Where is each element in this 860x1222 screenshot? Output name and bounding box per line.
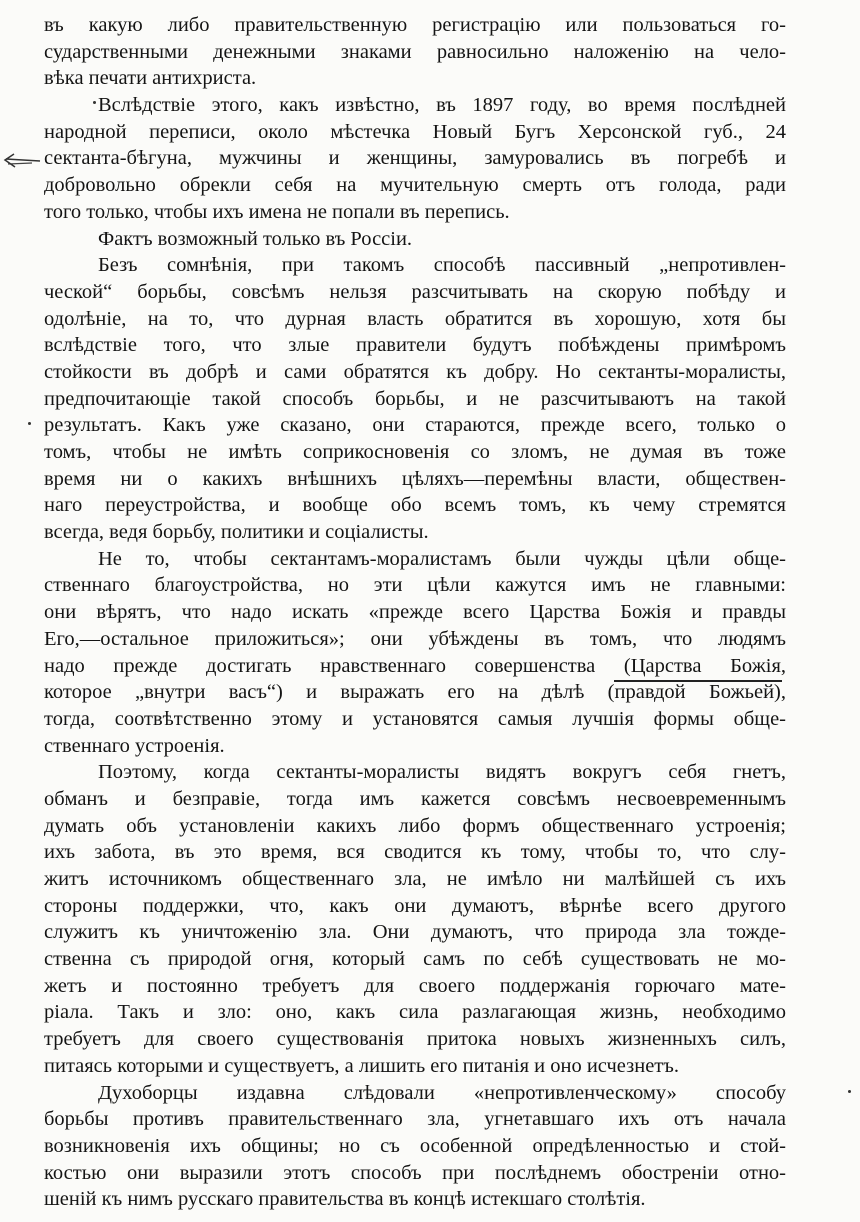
text-line: томъ, чтобы не имѣть соприкосновенія со зломъ, не думая въ тоже — [44, 441, 786, 463]
text-line: сектанта-бѣгуна, мужчины и женщины, замуровались въ погребѣ и — [44, 147, 786, 170]
text-line: добровольно обрекли себя на мучительную смерть отъ голода, ради — [44, 174, 786, 197]
text-line: время ни о какихъ внѣшнихъ цѣляхъ—перемѣны власти, обществен- — [44, 467, 786, 490]
text-line: наго переустройства, и вообще обо всемъ томъ, къ чему стремятся — [44, 494, 786, 517]
text-line: Его,—остальное приложиться»; они убѣждены въ томъ, что людямъ — [44, 627, 786, 650]
text-line: того только, чтобы ихъ имена не попали въ перепись. — [44, 200, 510, 223]
text-line: ственна съ природой огня, который самъ по себѣ существовать не мо- — [44, 948, 786, 971]
text-line: жетъ и постоянно требуетъ для своего поддержанія горючаго мате- — [44, 974, 786, 997]
text-line: они вѣрятъ, что надо искать «прежде всего Царства Божія и правды — [44, 601, 786, 624]
text-line: борьбы противъ правительственнаго зла, угнетавшаго ихъ отъ начала — [44, 1108, 786, 1131]
text-line: обманъ и безправіе, тогда имъ кажется совсѣмъ несвоевременнымъ — [44, 787, 786, 810]
text-line: Поэтому, когда сектанты-моралисты видятъ вокругъ себя гнетъ, — [98, 761, 786, 784]
text-line: вѣка печати антихриста. — [44, 67, 257, 90]
text-line: надо прежде достигать нравственнаго совершенства (Царства Божія, — [44, 654, 786, 677]
text-line: всегда, ведя борьбу, политики и соціалисты. — [44, 521, 429, 544]
text-line: костью они выразили этотъ способъ при послѣднемъ обостреніи отно- — [44, 1161, 786, 1184]
margin-arrow-mark — [2, 152, 42, 170]
paragraph — [44, 12, 786, 92]
paragraph — [44, 226, 786, 253]
text-line: ческой“ борьбы, совсѣмъ нельзя разсчитывать на скорую побѣду и — [44, 280, 786, 303]
text-line: сударственными денежными знаками равносильно наложенію на чело- — [44, 40, 786, 63]
text-line: результатъ. Какъ уже сказано, они стараются, прежде всего, только о — [44, 414, 786, 437]
text-line: питаясь которыми и существуетъ, а лишить его питанія и оно исчезнетъ. — [44, 1054, 679, 1077]
text-line: ріала. Такъ и зло: оно, какъ сила разлагающая жизнь, необходимо — [44, 1001, 786, 1024]
text-line: стороны поддержки, что, какъ они думаютъ, вѣрнѣе всего другого — [44, 894, 786, 917]
paragraph — [44, 759, 786, 1079]
text-line: которое „внутри васъ“) и выражать его на дѣлѣ (правдой Божьей), — [44, 681, 786, 704]
text-line: народной переписи, около мѣстечка Новый Бугъ Херсонской губ., 24 — [44, 120, 786, 143]
text-line: ственнаго благоустройства, но эти цѣли кажутся имъ не главными: — [44, 574, 786, 597]
text-line: ихъ забота, въ это время, вся сводится къ тому, чтобы то, что слу- — [44, 841, 786, 864]
text-line: стойкости въ добрѣ и сами обратятся къ добру. Но сектанты-моралисты, — [44, 360, 786, 383]
text-line: Вслѣдствіе этого, какъ извѣстно, въ 1897 году, во время послѣдней — [98, 94, 786, 117]
ink-speck — [848, 1090, 851, 1093]
text-line: думать объ установленіи какихъ либо формъ общественнаго устроенія; — [44, 814, 786, 837]
text-line: Не то, чтобы сектантамъ-моралистамъ были чужды цѣли обще- — [98, 547, 786, 570]
text-line: требуетъ для своего существованія притока новыхъ жизненныхъ силъ, — [44, 1028, 786, 1051]
text-line: Безъ сомнѣнія, при такомъ способѣ пассивный „непротивлен- — [98, 254, 786, 277]
text-line: въ какую либо правительственную регистрацію или пользоваться го- — [44, 14, 786, 36]
text-line: тогда, соотвѣтственно этому и установятся самыя лучшія формы обще- — [44, 707, 786, 730]
text-line: вслѣдствіе того, что злые правители будутъ побѣждены примѣромъ — [44, 334, 786, 357]
text-line: возникновенія ихъ общины; но съ особенной опредѣленностью и стой- — [44, 1134, 786, 1157]
text-line: шеній къ нимъ русскаго правительства въ концѣ истекшаго столѣтія. — [44, 1188, 646, 1211]
paragraph — [44, 546, 786, 760]
text-line: житъ источникомъ общественнаго зла, не имѣло ни малѣйшей съ ихъ — [44, 868, 786, 890]
text-line: служитъ къ уничтоженію зла. Они думаютъ, что природа зла тожде- — [44, 921, 786, 944]
paragraph — [44, 92, 786, 225]
paragraph — [44, 252, 786, 546]
text-line: ственнаго устроенія. — [44, 734, 225, 757]
text-line: одолѣніе, на то, что дурная власть обратится въ хорошую, хотя бы — [44, 307, 786, 330]
text-line: предпочитающіе такой способъ борьбы, и не разсчитываютъ на такой — [44, 387, 786, 410]
text-line: Фактъ возможный только въ Россіи. — [98, 227, 413, 250]
ink-speck — [28, 422, 31, 425]
paragraph — [44, 1080, 786, 1213]
text-line: Духоборцы издавна слѣдовали «непротивленческому» способу — [98, 1081, 786, 1104]
body-text — [44, 12, 786, 1213]
